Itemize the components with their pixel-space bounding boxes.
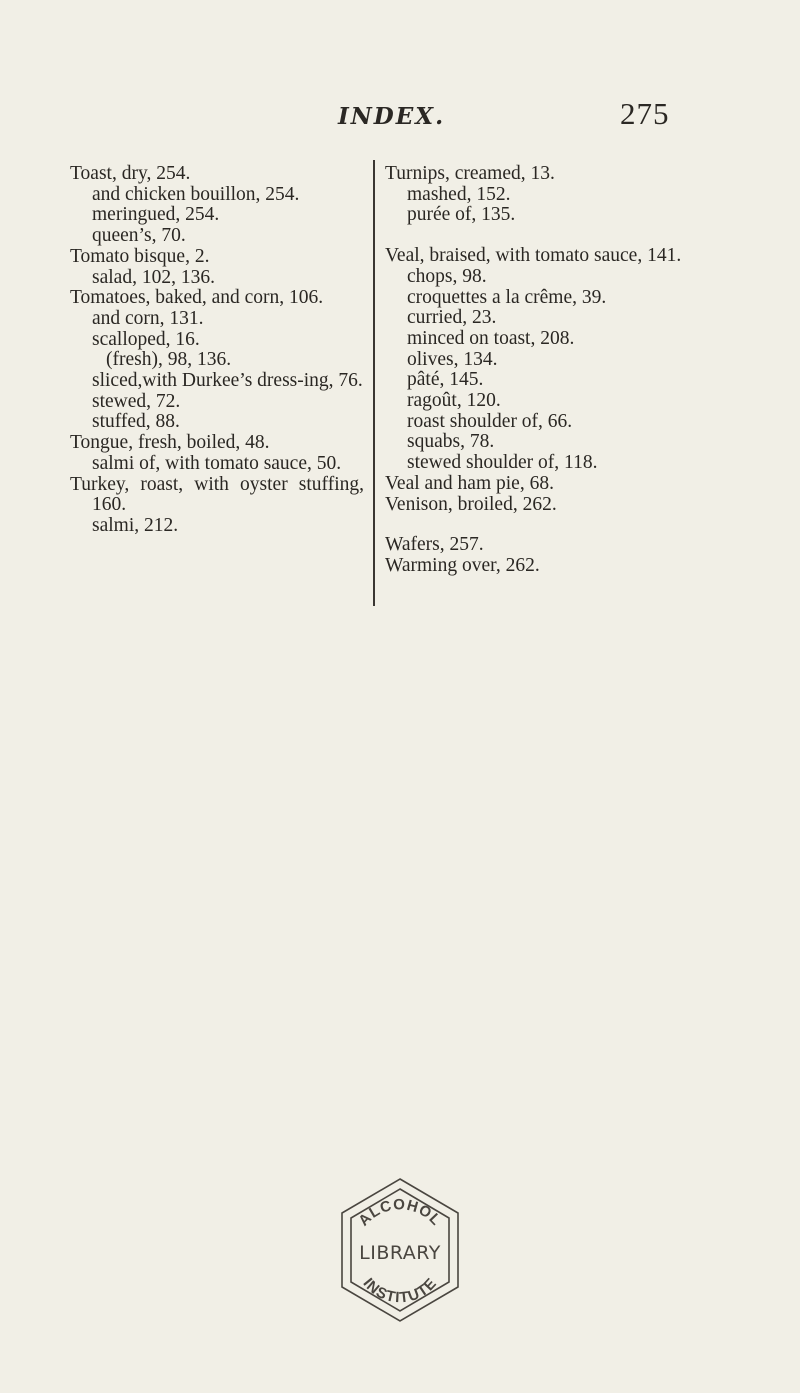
column-divider-rule — [373, 160, 375, 606]
index-subentry: salmi, 212. — [92, 514, 179, 536]
index-entry: Veal, braised, with tomato sauce, 141. — [385, 245, 682, 267]
index-subentry: meringued, 254. — [92, 204, 220, 226]
index-entry: Toast, dry, 254. — [70, 163, 191, 184]
index-subentry: curried, 23. — [407, 307, 497, 329]
library-stamp-seal — [330, 1175, 470, 1325]
index-subentry: chops, 98. — [407, 265, 487, 287]
index-entry: Turkey, roast, with oyster stuffing, 160. — [70, 473, 364, 516]
index-entry: Tomato bisque, 2. — [70, 245, 210, 267]
index-entry: Warming over, 262. — [385, 554, 540, 576]
index-subentry: ragoût, 120. — [407, 390, 501, 412]
stamp-top-text: ALCOHOL — [355, 1196, 445, 1230]
index-subentry: stewed, 72. — [92, 390, 181, 412]
index-subentry: sliced,with Durkee’s dress-ing, 76. — [92, 370, 363, 392]
index-subentry: squabs, 78. — [407, 431, 495, 453]
index-subentry: stewed shoulder of, 118. — [407, 452, 598, 474]
index-entry: Venison, broiled, 262. — [385, 493, 557, 515]
index-subentry: minced on toast, 208. — [407, 327, 575, 349]
index-entry: Wafers, 257. — [385, 534, 484, 556]
index-subentry: salmi of, with tomato sauce, 50. — [92, 452, 342, 474]
index-subentry: roast shoulder of, 66. — [407, 410, 573, 432]
index-subentry: stuffed, 88. — [92, 411, 180, 433]
index-subentry: and corn, 131. — [92, 307, 204, 329]
stamp-bottom-text: INSTITUTE — [359, 1274, 441, 1307]
stamp-center-text: LIBRARY — [359, 1242, 441, 1264]
index-entry: Veal and ham pie, 68. — [385, 472, 554, 494]
running-head-title: INDEX. — [338, 103, 446, 130]
index-subentry: olives, 134. — [407, 348, 498, 370]
index-column-left — [70, 164, 364, 537]
index-column-right — [385, 164, 685, 577]
index-entry: Tongue, fresh, boiled, 48. — [70, 432, 270, 454]
index-subentry: purée of, 135. — [407, 204, 516, 226]
index-subentry: (fresh), 98, 136. — [106, 349, 232, 371]
index-subentry: pâté, 145. — [407, 369, 484, 391]
index-subentry: scalloped, 16. — [92, 328, 200, 350]
index-subentry: mashed, 152. — [407, 183, 511, 205]
index-subentry: queen’s, 70. — [92, 225, 186, 247]
index-subentry: salad, 102, 136. — [92, 266, 215, 288]
index-entry: Tomatoes, baked, and corn, 106. — [70, 287, 324, 309]
index-subentry: croquettes a la crême, 39. — [407, 286, 607, 308]
index-subentry: and chicken bouillon, 254. — [92, 183, 300, 205]
page-number: 275 — [620, 96, 670, 131]
index-entry: Turnips, creamed, 13. — [385, 163, 555, 184]
